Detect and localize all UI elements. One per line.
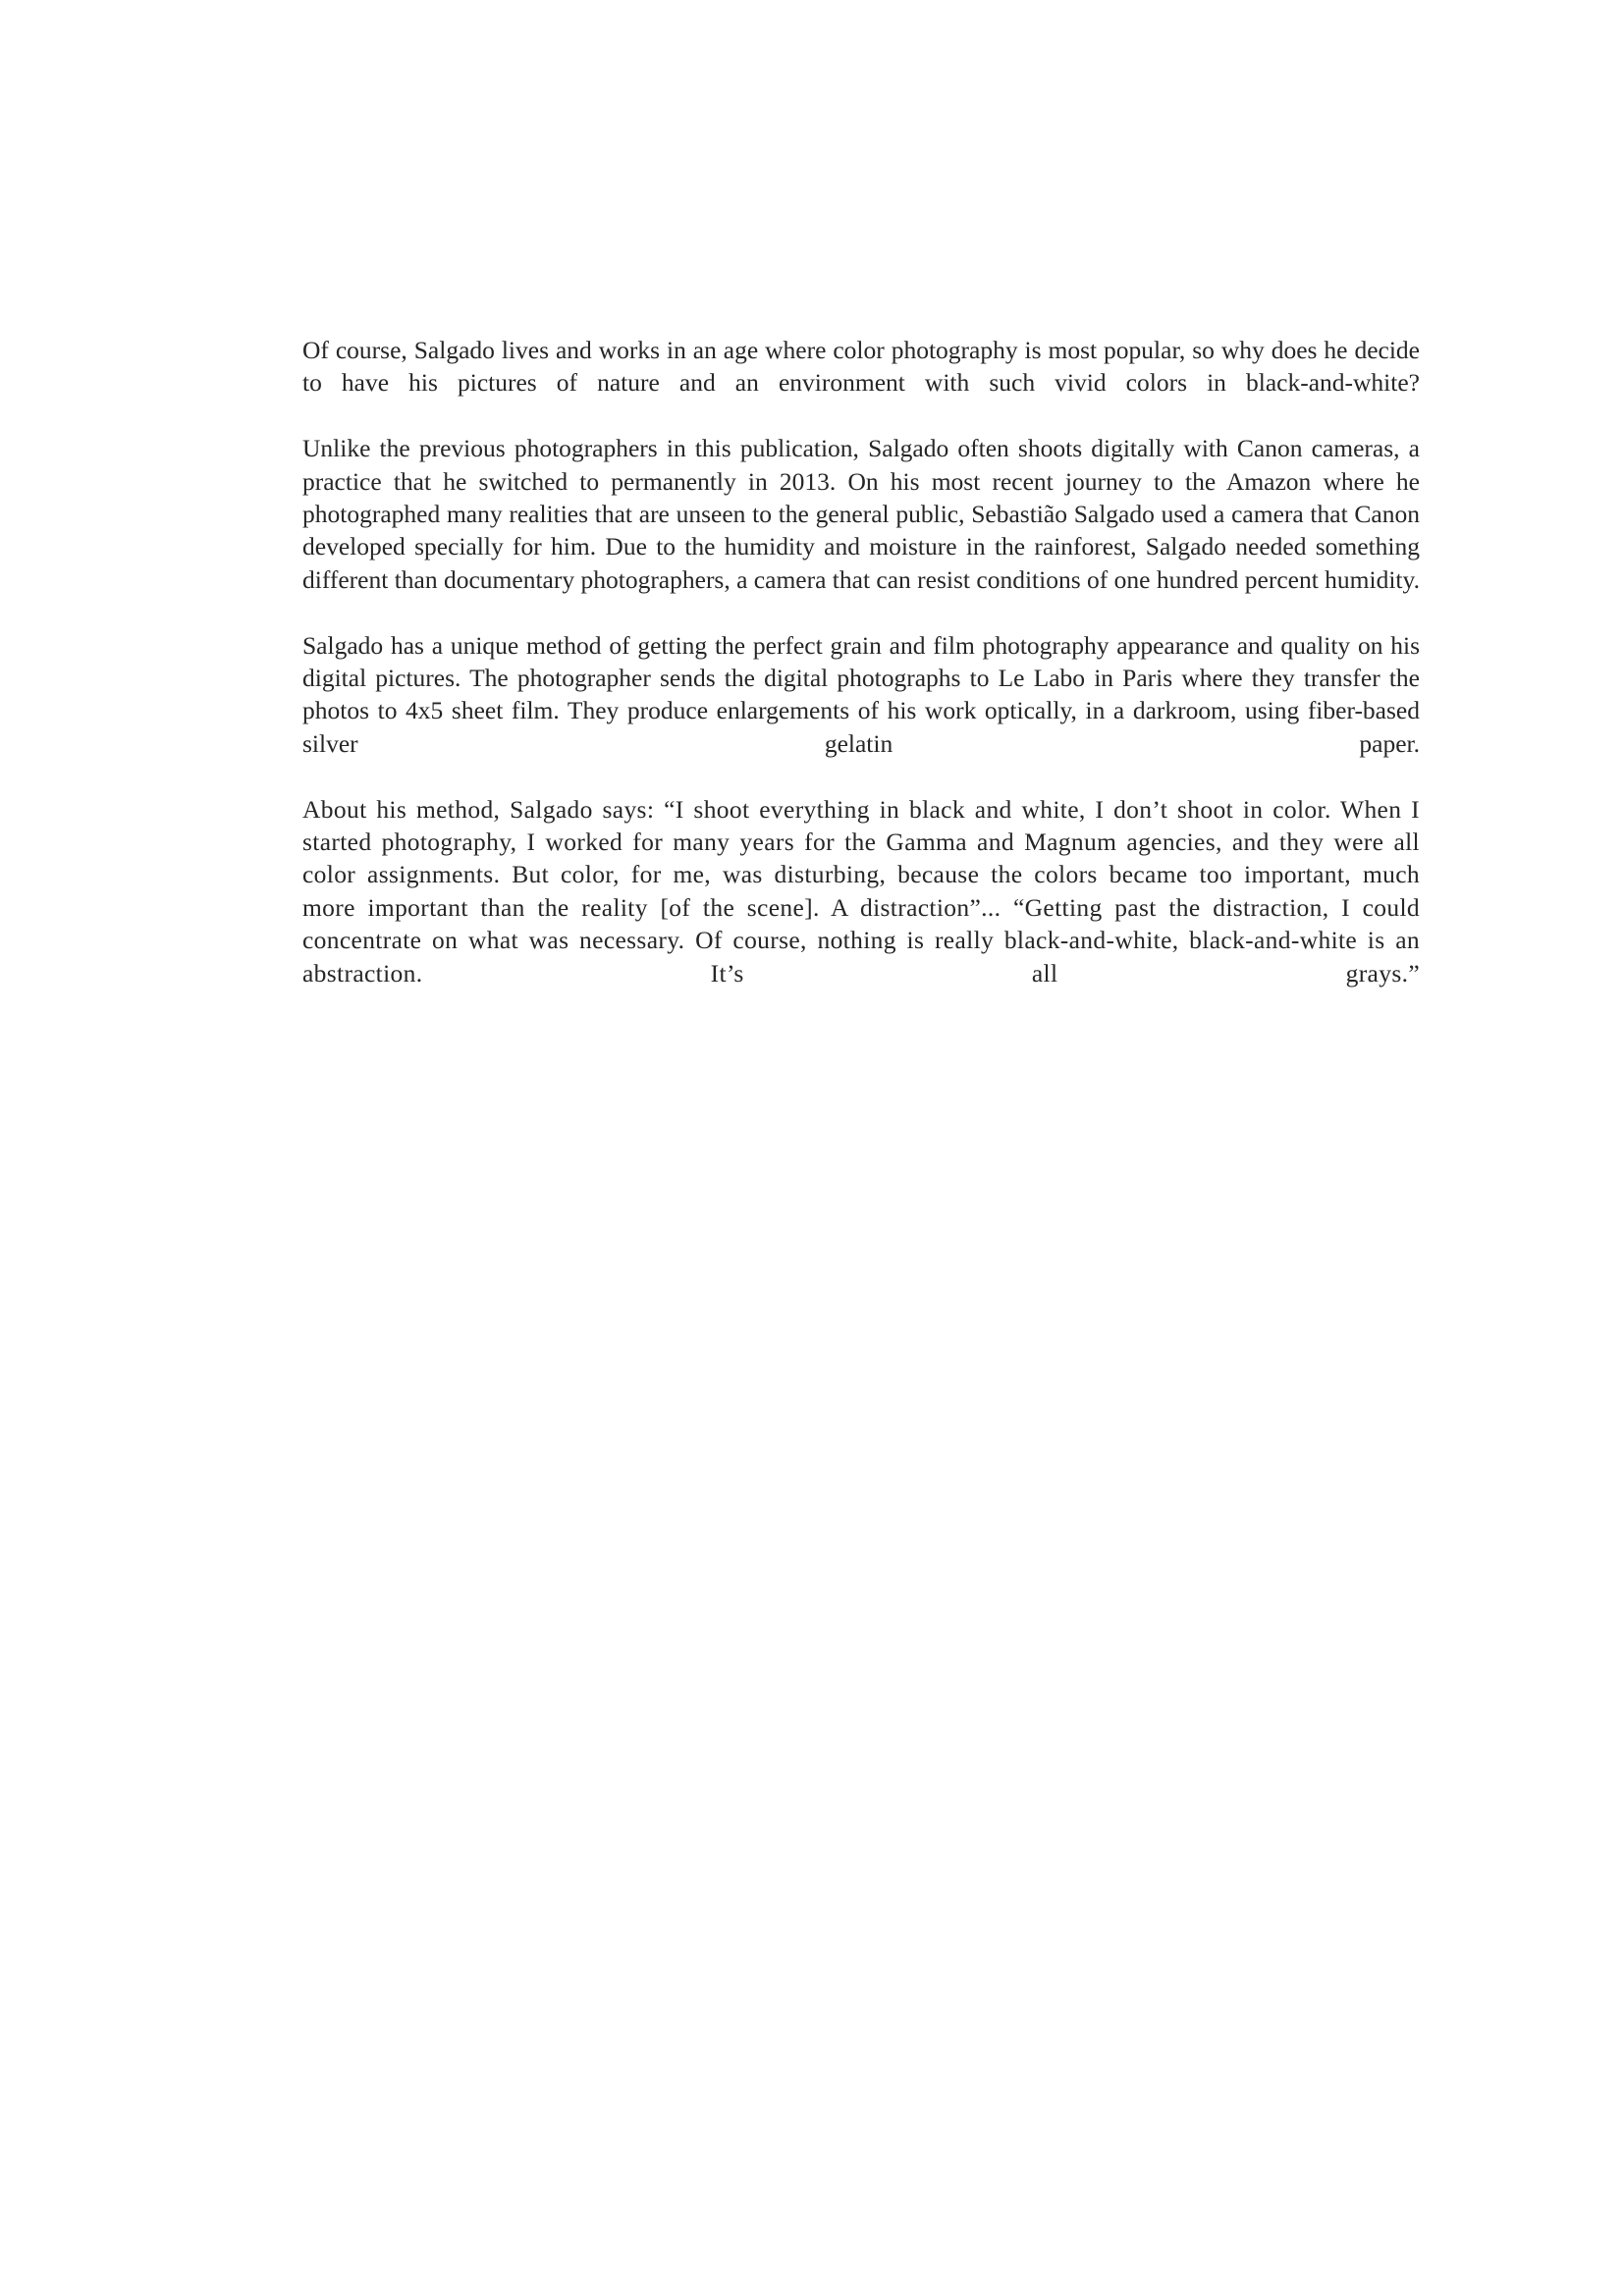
body-text-column — [302, 334, 1420, 1022]
paragraph-film-method: Salgado has a unique method of getting the perfect grain and film photography appearance and quality on his digital pictures. The photographer sends the digital photographs to Le Labo in Paris where they transfer the photos to 4x5 sheet film. They produce enlargements of his work optically, in a darkroom, using fiber-based silver gelatin paper. — [302, 630, 1420, 758]
paragraph-salgado-quote: About his method, Salgado says: “I shoot everything in black and white, I don’t shoot in color. When I started photography, I worked for many years for the Gamma and Magnum agencies, and they were all color assignments. But color, for me, was disturbing, because the colors became too important, much more important than the reality [of the scene]. A distraction”... “Getting past the distraction, I could concentrate on what was necessary. Of course, nothing is really black-and-white, black-and-white is an abstraction. It’s all grays.” — [302, 794, 1420, 988]
paragraph-canon-cameras: Unlike the previous photographers in this publication, Salgado often shoots digitally with Canon cameras, a practice that he switched to permanently in 2013. On his most recent journey to the Amazon where he photographed many realities that are unseen to the general public, Sebastião Salgado used a camera that Canon developed specially for him. Due to the humidity and moisture in the rainforest, Salgado needed something different than documentary photographers, a camera that can resist conditions of one hundred percent humidity. — [302, 434, 1420, 594]
paragraph-color-question: Of course, Salgado lives and works in an age where color photography is most popular, so why does he decide to have his pictures of nature and an environment with such vivid colors in black-and-white? — [302, 336, 1420, 398]
